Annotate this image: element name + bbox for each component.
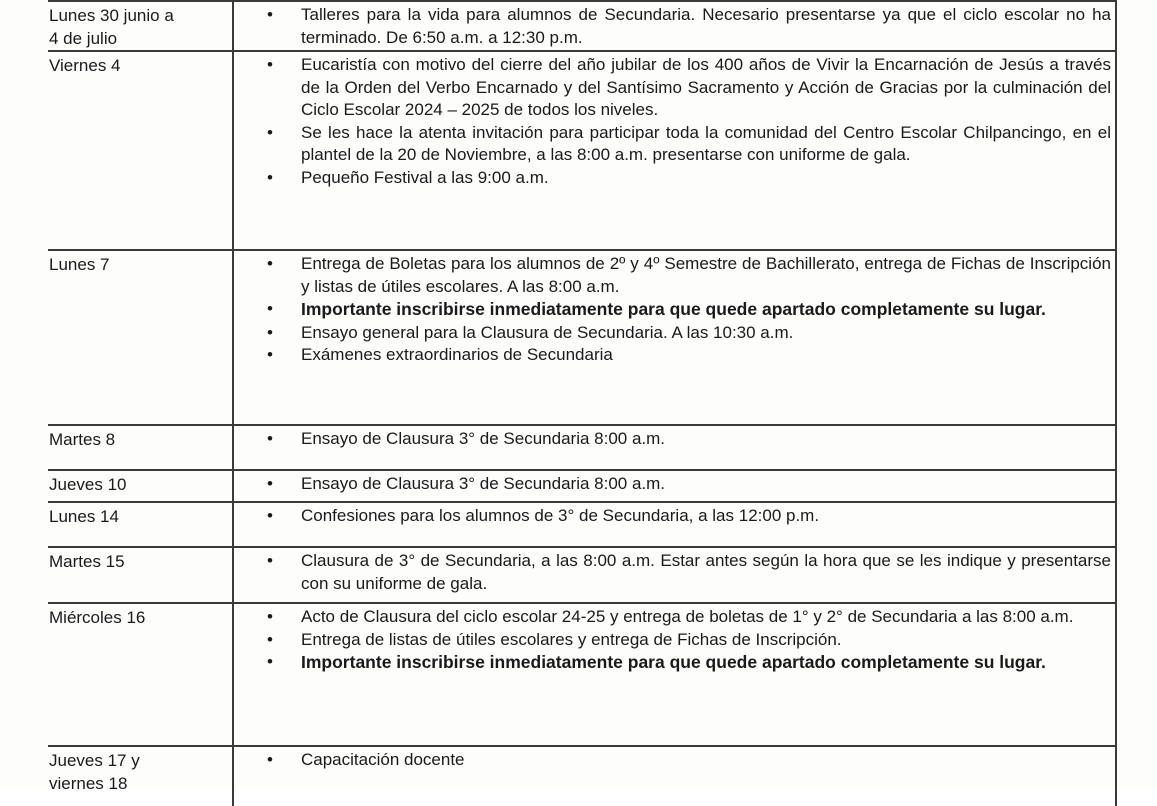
activities-cell [233,51,1116,250]
table-row [48,425,1116,470]
activity-list [234,550,1111,595]
date-label: Lunes 30 junio a 4 de julio [49,6,174,48]
activities-cell [233,425,1116,470]
bullet-icon: • [267,167,273,187]
activity-list [234,253,1111,367]
date-cell [48,1,233,51]
activity-list [234,606,1111,675]
list-item: • Ensayo de Clausura 3° de Secundaria 8:00 a.m. [234,428,1111,451]
list-item: • Importante inscribirse inmediatamente para que quede apartado completamente su lugar. [267,652,1046,672]
table-row [48,470,1116,502]
activity-list [234,4,1111,49]
bullet-icon: • [267,629,273,649]
list-item: • Entrega de listas de útiles escolares y entrega de Fichas de Inscripción. [234,629,1111,652]
list-item: • Talleres para la vida para alumnos de Secundaria. Necesario presentarse ya que el ciclo escolar no ha terminado. De 6:50 a.m. a 12:30 p.m. [267,5,1111,47]
list-item: • Entrega de Boletas para los alumnos de 2º y 4º Semestre de Bachillerato, entrega de Fichas de Inscripción y listas de útiles escolares. A las 8:00 a.m. [267,254,1111,296]
table-row [48,1,1116,51]
bullet-icon: • [267,254,273,273]
date-label: Martes 8 [49,430,116,449]
bullet-icon: • [267,474,273,493]
date-cell [48,502,233,547]
bullet-icon: • [267,55,273,74]
bullet-icon: • [267,122,273,142]
bullet-icon: • [267,429,273,448]
date-cell [48,470,233,502]
list-item: • Capacitación docente [234,749,1111,772]
activities-cell [233,470,1116,502]
date-label: Jueves 10 [49,475,127,494]
bullet-icon: • [267,551,273,570]
bullet-icon: • [267,345,273,364]
activities-cell [233,603,1116,746]
activity-list [234,428,1111,451]
date-label: Jueves 17 y viernes 18 [49,751,140,793]
bullet-icon: • [267,607,273,626]
date-label: Viernes 4 [49,56,121,75]
activity-list [234,54,1111,189]
list-item: • Ensayo general para la Clausura de Secundaria. A las 10:30 a.m. [234,322,1111,345]
table-row [48,603,1116,746]
bullet-icon: • [267,652,273,671]
bullet-icon: • [267,5,273,24]
table-row [48,547,1116,603]
date-label: Miércoles 16 [49,608,146,627]
bullet-icon: • [267,322,273,342]
activity-list [234,505,1111,528]
list-item: • Exámenes extraordinarios de Secundaria [234,344,1111,367]
list-item: • Eucaristía con motivo del cierre del año jubilar de los 400 años de Vivir la Encarnación de Jesús a través de la Orden del Verbo Encarnado y del Santísimo Sacramento y Acción de Gracias por la culminación del Ciclo Escolar 2024 – 2025 de todos los niveles. [267,55,1111,119]
list-item: • Confesiones para los alumnos de 3° de Secundaria, a las 12:00 p.m. [234,505,1111,528]
activities-cell [233,746,1116,806]
bullet-icon: • [267,299,273,318]
activities-cell [233,547,1116,603]
table-row [48,250,1116,425]
list-item: • Se les hace la atenta invitación para participar toda la comunidad del Centro Escolar Chilpancingo, en el plantel de la 20 de Noviembre, a las 8:00 a.m. presentarse con uniforme de gala. [267,122,1111,164]
activities-cell [233,502,1116,547]
date-cell [48,425,233,470]
table-row [48,746,1116,806]
date-cell [48,746,233,806]
date-cell [48,547,233,603]
bullet-icon: • [267,506,273,525]
activity-list [234,749,1111,772]
activities-cell [233,250,1116,425]
date-cell [48,250,233,425]
list-item: • Ensayo de Clausura 3° de Secundaria 8:00 a.m. [234,473,1111,496]
table-row [48,51,1116,250]
list-item: • Acto de Clausura del ciclo escolar 24-25 y entrega de boletas de 1° y 2° de Secundaria a las 8:00 a.m. [234,606,1111,629]
date-cell [48,603,233,746]
date-cell [48,51,233,250]
schedule-body [48,1,1116,806]
bullet-icon: • [267,750,273,769]
schedule-table [48,0,1117,806]
table-row [48,502,1116,547]
list-item: • Importante inscribirse inmediatamente para que quede apartado completamente su lugar. [267,299,1046,319]
date-label: Lunes 7 [49,255,110,274]
date-label: Lunes 14 [49,507,119,526]
activity-list [234,473,1111,496]
activities-cell [233,1,1116,51]
list-item: • Clausura de 3° de Secundaria, a las 8:00 a.m. Estar antes según la hora que se les indique y presentarse con su uniforme de gala. [267,551,1111,593]
list-item: • Pequeño Festival a las 9:00 a.m. [234,167,1111,190]
date-label: Martes 15 [49,552,125,571]
